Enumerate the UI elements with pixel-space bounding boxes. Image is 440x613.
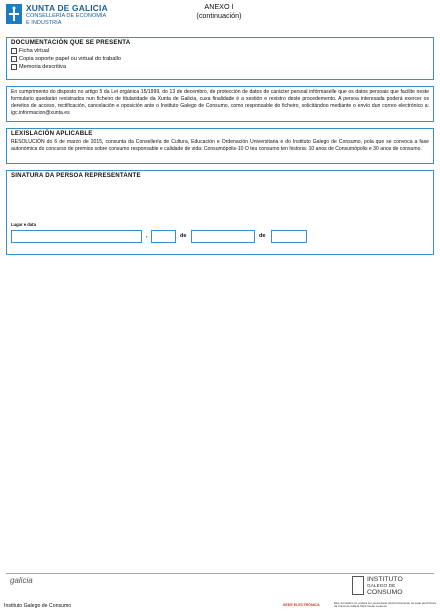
sede-electronica-label: SEDE ELECTRÓNICA [283, 603, 320, 607]
annex-title-line2: (continuación) [196, 11, 242, 20]
igc-logo-icon [352, 576, 364, 595]
month-field[interactable] [191, 230, 255, 243]
checkbox-label: Copia soporte papel ou virtual do traballo [19, 56, 121, 62]
xunta-crest-icon [6, 4, 22, 24]
privacy-notice [6, 86, 434, 122]
checkbox-label: Ficha virtual [19, 48, 50, 54]
document-header [4, 2, 436, 28]
footer-institution: Instituto Galego de Consumo [4, 603, 72, 609]
year-field[interactable] [271, 230, 307, 243]
checkbox[interactable] [11, 64, 17, 70]
day-field[interactable] [151, 230, 176, 243]
signature-title: SINATURA DA PERSOA REPRESENTANTE [11, 172, 141, 179]
document-option-3[interactable] [11, 64, 429, 70]
place-date-label: Lugar e data [11, 222, 36, 227]
checkbox[interactable] [11, 56, 17, 62]
de-separator-1: de [180, 233, 187, 239]
signature-section [6, 170, 434, 255]
comma-separator: , [146, 233, 148, 239]
legislation-text: RESOLUCIÓN do 6 de marzo de 2015, conxunta da Consellería de Cultura, Educación e Ordenación Universitaria e do Instituto Galego de Consumo, pola que se convoca a fase autonómica do concurso de premios sobre consumo responsable e calidade de vida: Consumópolis-10 O teu consumo ten historia: 10 anos de Consumópolis e 30 anos de consumo. [11, 139, 429, 152]
logo-subtitle-1: CONSELLERÍA DE ECONOMÍA [26, 13, 107, 19]
igc-name-line2: GALEGO DE [367, 584, 396, 589]
legislation-section [6, 128, 434, 164]
logo-title: XUNTA DE GALICIA [26, 3, 108, 13]
igc-name-line1: INSTITUTO [367, 576, 403, 583]
checkbox-label: Memoria descritiva [19, 64, 66, 70]
logo-subtitle-2: E INDUSTRIA [26, 20, 62, 26]
document-option-1[interactable] [11, 48, 429, 54]
documents-section-title: DOCUMENTACIÓN QUE SE PRESENTA [11, 39, 131, 46]
annex-title-line1: ANEXO I [204, 2, 234, 11]
annex-title [184, 2, 254, 20]
document-option-2[interactable] [11, 56, 429, 62]
sede-note: Este formulario so poderá ser presentado electronicamente na sede electrónica da Xunta de Galicia https://sede.xunta.es [334, 601, 436, 609]
documents-section [6, 37, 434, 80]
footer-divider [6, 573, 434, 574]
igc-name-line3: CONSUMO [367, 589, 403, 596]
galicia-logo: galicia [10, 576, 33, 585]
place-field[interactable] [11, 230, 142, 243]
privacy-text: En cumprimento do disposto no artigo 5 da Lei orgánica 15/1999, do 13 de decembro, de protección de datos de carácter persoal infórmaselle que os datos persoais que facilite neste formulario quedarán rexistrados nun ficheiro de titularidade da Xunta de Galicia, cuxa finalidade é a xestión e rexistro deste procedemento. A persoa interesada poderá exercer os dereitos de acceso, rectificación, cancelación e oposición ante o Instituto Galego de Consumo, como responsable do ficheiro, solicitándoo mediante o envío dun correo electrónico a: igc.informacion@xunta.es [11, 89, 429, 116]
checkbox[interactable] [11, 48, 17, 54]
legislation-title: LEXISLACIÓN APLICABLE [11, 130, 93, 137]
de-separator-2: de [259, 233, 266, 239]
